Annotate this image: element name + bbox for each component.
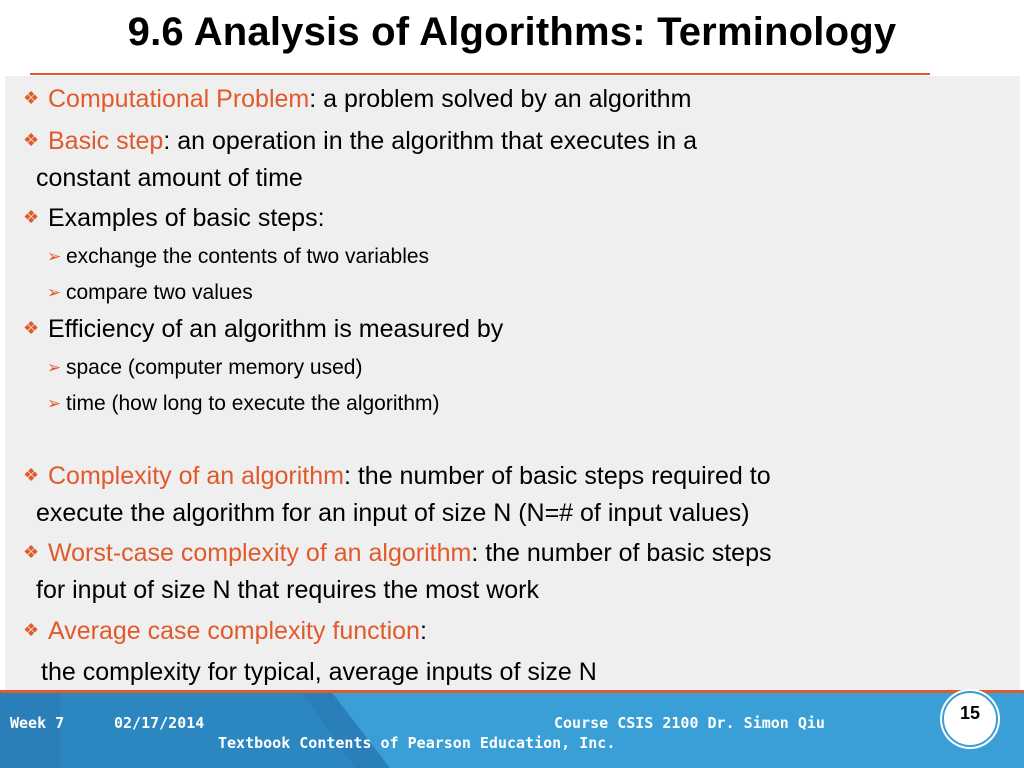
arrow-bullet-icon: ➢ bbox=[47, 283, 62, 302]
bullet-text: Efficiency of an algorithm is measured by bbox=[48, 315, 504, 343]
diamond-bullet-icon: ❖ bbox=[23, 465, 40, 485]
page-number-badge bbox=[942, 691, 998, 747]
term-label: Average case complexity function bbox=[48, 617, 420, 645]
arrow-bullet-icon: ➢ bbox=[47, 394, 62, 413]
footer-week: Week 7 bbox=[10, 714, 65, 732]
definition-continuation: constant amount of time bbox=[36, 164, 303, 192]
diamond-bullet-icon: ❖ bbox=[23, 88, 40, 108]
diamond-bullet-icon: ❖ bbox=[23, 130, 40, 150]
bullet-item-complexity bbox=[23, 462, 771, 491]
term-label: Basic step bbox=[48, 127, 164, 155]
sub-bullet-text: compare two values bbox=[66, 281, 253, 304]
sub-bullet-item bbox=[47, 281, 253, 305]
definition-continuation: for input of size N that requires the most work bbox=[36, 576, 539, 604]
footer-divider bbox=[0, 690, 1024, 693]
definition-continuation: execute the algorithm for an input of size N (N=# of input values) bbox=[36, 499, 750, 527]
definition-text: : an operation in the algorithm that executes in a bbox=[163, 127, 698, 155]
definition-continuation: the complexity for typical, average inputs of size N bbox=[41, 658, 597, 686]
definition-text: : the number of basic steps required to bbox=[343, 462, 771, 490]
title-divider bbox=[30, 73, 930, 75]
arrow-bullet-icon: ➢ bbox=[47, 247, 62, 266]
term-label: Worst-case complexity of an algorithm bbox=[48, 539, 472, 567]
term-label: Computational Problem bbox=[48, 85, 310, 113]
footer-band bbox=[0, 690, 1024, 768]
bullet-item-computational-problem bbox=[23, 85, 691, 114]
definition-text: : a problem solved by an algorithm bbox=[309, 85, 692, 113]
diamond-bullet-icon: ❖ bbox=[23, 207, 40, 227]
diamond-bullet-icon: ❖ bbox=[23, 318, 40, 338]
footer-textbook: Textbook Contents of Pearson Education, Inc. bbox=[218, 734, 616, 752]
definition-text: : bbox=[419, 617, 427, 645]
sub-bullet-text: space (computer memory used) bbox=[66, 356, 363, 379]
bullet-item-average-case bbox=[23, 617, 427, 646]
sub-bullet-text: time (how long to execute the algorithm) bbox=[66, 392, 440, 415]
page-number: 15 bbox=[959, 702, 981, 723]
footer-course: Course CSIS 2100 Dr. Simon Qiu bbox=[554, 714, 825, 732]
slide-title: 9.6 Analysis of Algorithms: Terminology bbox=[127, 10, 897, 54]
sub-bullet-text: exchange the contents of two variables bbox=[66, 245, 430, 268]
bullet-item-efficiency bbox=[23, 315, 503, 344]
bullet-item-basic-step bbox=[23, 127, 697, 156]
sub-bullet-item bbox=[47, 392, 440, 416]
bullet-item-worst-case bbox=[23, 539, 771, 568]
footer-date: 02/17/2014 bbox=[114, 714, 205, 732]
diamond-bullet-icon: ❖ bbox=[23, 542, 40, 562]
bullet-item-examples bbox=[23, 204, 325, 233]
term-label: Complexity of an algorithm bbox=[48, 462, 344, 490]
bullet-text: Examples of basic steps: bbox=[48, 204, 325, 232]
diamond-bullet-icon: ❖ bbox=[23, 620, 40, 640]
sub-bullet-item bbox=[47, 356, 362, 380]
arrow-bullet-icon: ➢ bbox=[47, 358, 62, 377]
sub-bullet-item bbox=[47, 245, 429, 269]
definition-text: : the number of basic steps bbox=[471, 539, 772, 567]
content-panel bbox=[5, 76, 1020, 690]
